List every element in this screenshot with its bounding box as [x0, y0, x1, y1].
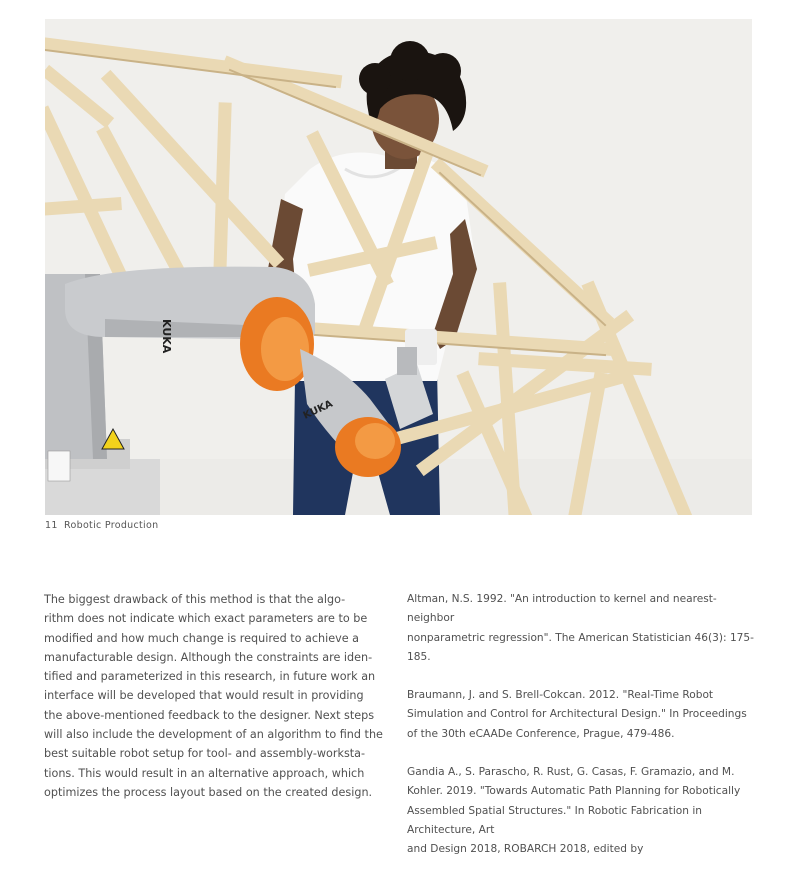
reference-line: nonparametric regression". The American Statistician 46(3): 175-185. — [407, 631, 754, 663]
body-line: interface will be developed that would result in providing — [44, 689, 364, 703]
kuka-logo-forearm: KUKA — [301, 398, 335, 422]
body-line: rithm does not indicate which exact parameters are to be — [44, 612, 368, 626]
body-paragraph — [44, 590, 388, 802]
reference-line: of the 30th eCAADe Conference, Prague, 479-486. — [407, 727, 675, 740]
robot-photo-illustration — [45, 19, 752, 515]
body-line: manufacturable design. Although the constraints are iden- — [44, 650, 373, 664]
reference-entry — [407, 590, 757, 667]
reference-entry — [407, 686, 757, 744]
reference-entry — [407, 763, 757, 859]
reference-line: Altman, N.S. 1992. "An introduction to kernel and nearest-neighbor — [407, 593, 717, 625]
body-line: modified and how much change is required to achieve a — [44, 631, 360, 645]
caption-number: 11 — [45, 520, 58, 531]
reference-line: Braumann, J. and S. Brell-Cokcan. 2012. "Real-Time Robot — [407, 689, 714, 702]
body-line: the above-mentioned feedback to the designer. Next steps — [44, 708, 375, 722]
reference-line: Kohler. 2019. "Towards Automatic Path Planning for Robotically — [407, 785, 741, 798]
body-line: tified and parameterized in this research, in future work an — [44, 670, 376, 684]
reference-line: Assembled Spatial Structures." In Robotic Fabrication in Architecture, Art — [407, 804, 702, 836]
reference-line: Gandia A., S. Parascho, R. Rust, G. Casas, F. Gramazio, and M. — [407, 766, 735, 779]
references-list — [407, 590, 757, 879]
reference-line: and Design 2018, ROBARCH 2018, edited by — [407, 843, 644, 856]
body-line: will also include the development of an algorithm to find the — [44, 728, 383, 742]
body-line: The biggest drawback of this method is that the algo- — [44, 593, 346, 606]
kuka-logo-upper: KUKA — [160, 319, 173, 354]
caption-label: Robotic Production — [64, 520, 159, 531]
figure-photo — [45, 19, 752, 515]
body-line: tions. This would result in an alternative approach, which — [44, 766, 365, 780]
body-line: best suitable robot setup for tool- and assembly-worksta- — [44, 747, 366, 761]
figure-caption — [45, 520, 158, 531]
reference-line: Simulation and Control for Architectural Design." In Proceedings — [407, 708, 747, 721]
body-line: optimizes the process layout based on the created design. — [44, 785, 373, 799]
